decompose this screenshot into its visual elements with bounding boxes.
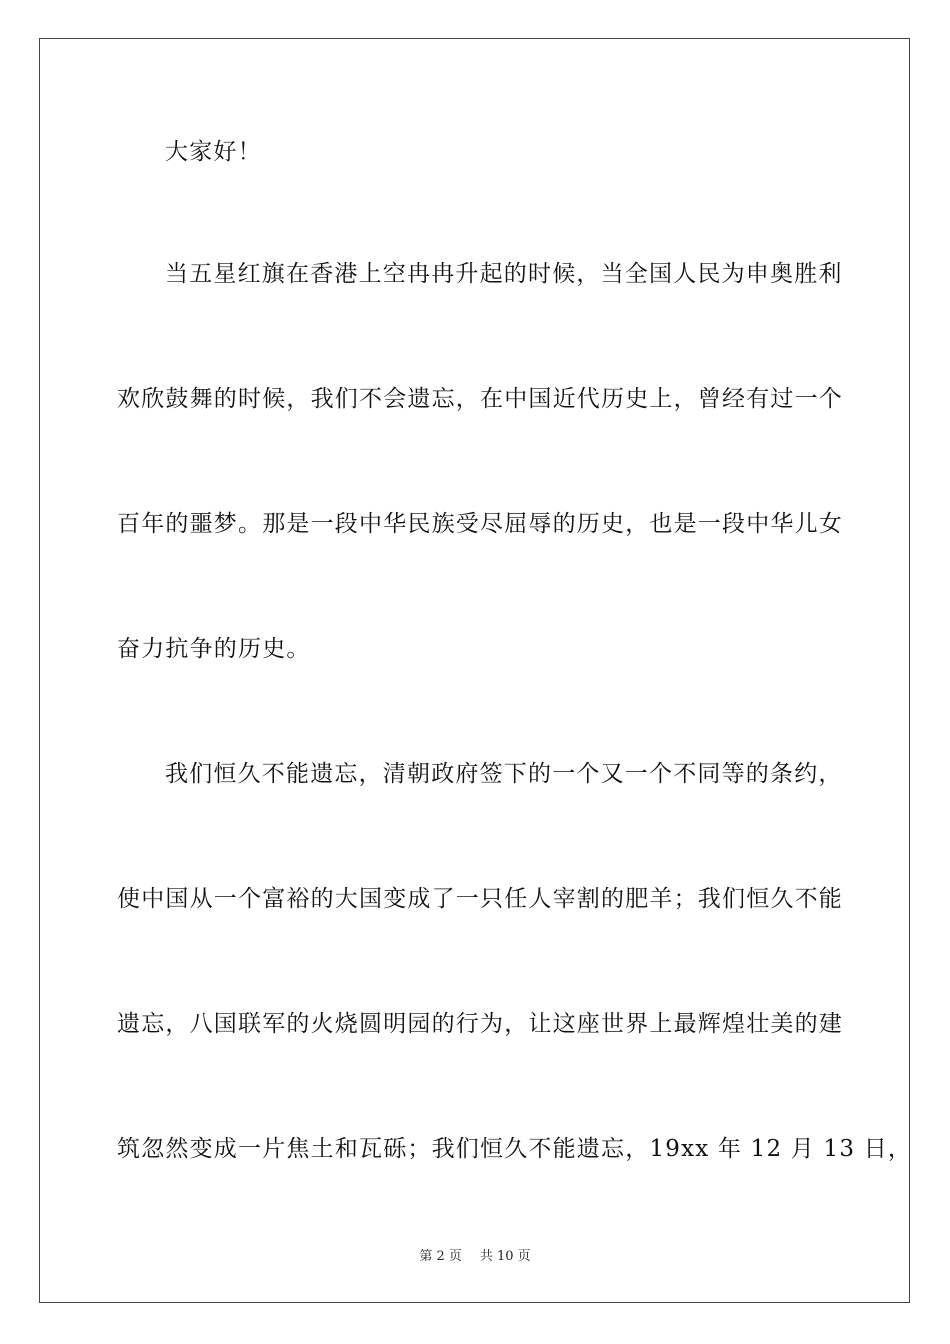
paragraph-2-line-4: 筑忽然变成一片焦土和瓦砾；我们恒久不能遗忘，19xx 年 12 月 13 日， xyxy=(117,1136,913,1162)
page-number: 第 2 页 xyxy=(419,1249,462,1264)
greeting-line: 大家好！ xyxy=(165,139,262,165)
paragraph-1-line-2: 欢欣鼓舞的时候，我们不会遗忘，在中国近代历史上，曾经有过一个 xyxy=(117,386,843,412)
paragraph-1-line-1: 当五星红旗在香港上空冉冉升起的时候，当全国人民为申奥胜利 xyxy=(165,261,843,287)
page-footer xyxy=(0,1248,950,1266)
page-frame xyxy=(39,38,913,1303)
paragraph-1-line-4: 奋力抗争的历史。 xyxy=(117,636,311,662)
page-total: 共 10 页 xyxy=(479,1249,531,1264)
paragraph-2-line-2: 使中国从一个富裕的大国变成了一只任人宰割的肥羊；我们恒久不能 xyxy=(117,886,843,912)
paragraph-2-line-1: 我们恒久不能遗忘，清朝政府签下的一个又一个不同等的条约， xyxy=(165,761,843,787)
paragraph-2-line-3: 遗忘，八国联军的火烧圆明园的行为，让这座世界上最辉煌壮美的建 xyxy=(117,1011,843,1037)
paragraph-1-line-3: 百年的噩梦。那是一段中华民族受尽屈辱的历史，也是一段中华儿女 xyxy=(117,511,843,537)
